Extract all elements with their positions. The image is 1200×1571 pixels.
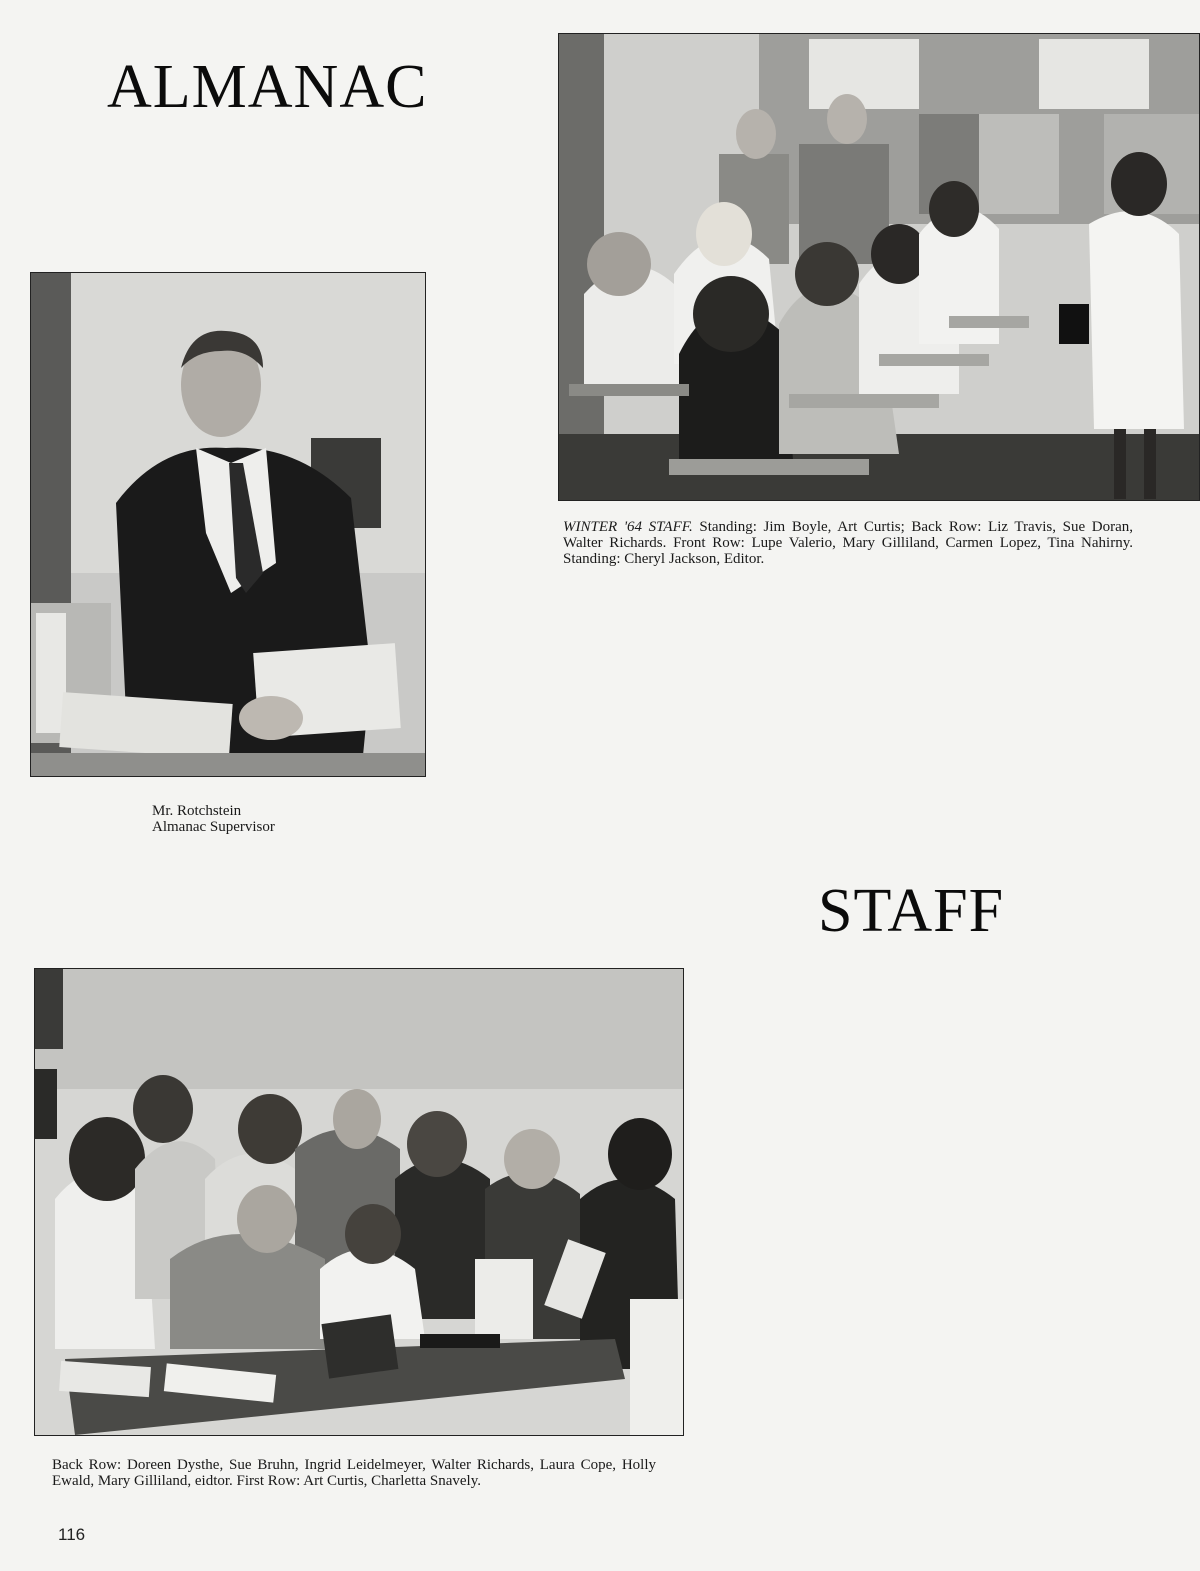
- advisor-caption: [152, 803, 392, 835]
- advisor-name: Mr. Rotchstein: [152, 803, 242, 819]
- heading-staff: STAFF: [818, 877, 1005, 945]
- advisor-photo: [30, 272, 426, 777]
- winter-staff-caption-label: WINTER '64 STAFF.: [563, 519, 693, 535]
- winter-staff-photo: [558, 33, 1200, 501]
- group-staff-caption: Back Row: Doreen Dysthe, Sue Bruhn, Ingrid Leidelmeyer, Walter Richards, Laura Cope, Holly Ewald, Mary Gilliland, eidtor. First Row: Art Curtis, Charletta Snavely.: [52, 1457, 656, 1489]
- advisor-title: Almanac Supervisor: [152, 819, 275, 835]
- page-number: 116: [58, 1525, 86, 1544]
- winter-staff-caption: [563, 519, 1133, 567]
- winter-staff-caption-text: Standing: Jim Boyle, Art Curtis; Back Row: Liz Travis, Sue Doran, Walter Richards. Front Row: Lupe Valerio, Mary Gilliland, Carmen Lopez, Tina Nahirny. Standing: Cheryl Jackson, Editor.: [563, 519, 1133, 567]
- group-staff-photo: [34, 968, 684, 1436]
- heading-almanac: ALMANAC: [107, 53, 428, 121]
